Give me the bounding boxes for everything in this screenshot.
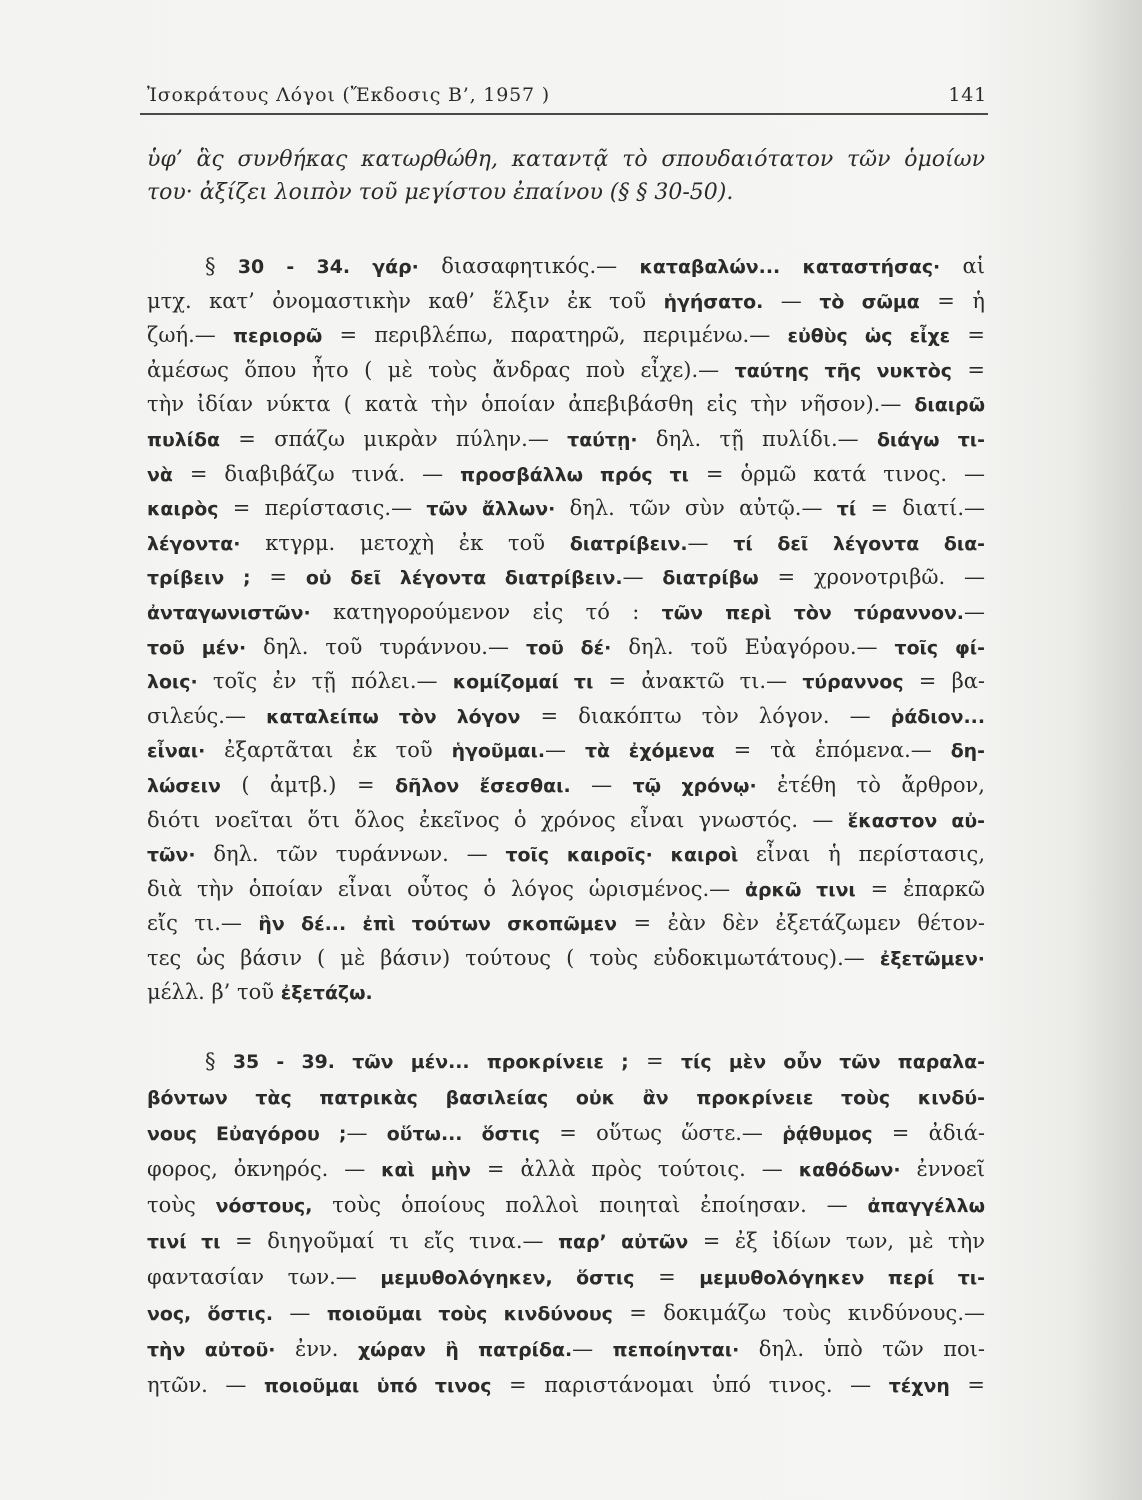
lemma-term: εἶναι·: [147, 740, 206, 763]
gloss-text: = ἐπαρκῶ: [855, 876, 985, 901]
lemma-term: νὰ: [147, 463, 173, 486]
lemma-term: ἀνταγωνιστῶν·: [147, 601, 311, 624]
gloss-text: ἐτέθη τὸ ἄρθρον,: [756, 772, 985, 797]
text-line: [147, 1259, 985, 1295]
text-line: [147, 284, 985, 319]
lemma-term: ἀπαγγέλλω: [867, 1195, 985, 1217]
lemma-term: τί: [836, 498, 857, 521]
lemma-term: παρ’ αὐτῶν: [558, 1231, 689, 1253]
text-line: [147, 560, 985, 595]
lemma-term: τὸ σῶμα: [819, 290, 920, 313]
gloss-text: =: [949, 1373, 985, 1397]
text-line: [147, 595, 985, 630]
text-line: [147, 768, 985, 803]
intro-paragraph: [147, 143, 985, 209]
text-line: [147, 1331, 985, 1367]
gloss-text: = παριστάνομαι ὑπό τινος. —: [491, 1373, 889, 1397]
lemma-term: πεποίηνται·: [612, 1339, 740, 1361]
text-line: [147, 1295, 985, 1331]
lemma-term: λώσειν: [147, 774, 221, 797]
gloss-text: ἐξαρτᾶται ἐκ τοῦ: [205, 738, 452, 763]
text-line: [147, 249, 985, 284]
lemma-term: περιορῶ: [233, 325, 323, 348]
lemma-term: ἐξετάζω.: [280, 982, 373, 1005]
text-line: [147, 491, 985, 526]
gloss-text: = ἀνακτῶ τι.—: [593, 669, 803, 694]
lemma-term: πυλίδα: [147, 428, 220, 451]
gloss-text: μέλλ. β’ τοῦ: [147, 980, 281, 1005]
lemma-term: τέχνη: [888, 1375, 950, 1397]
gloss-text: φορος, ὀκνηρός. —: [147, 1157, 382, 1181]
text-line: [147, 803, 985, 838]
gloss-text: κατηγορούμενον εἰς τό :: [310, 599, 662, 624]
gloss-text: = διακόπτω τὸν λόγον. —: [520, 703, 891, 728]
text-line: [147, 1079, 985, 1115]
lemma-term: οὕτω... ὅστις: [386, 1123, 540, 1145]
lemma-term: ταύτης τῆς νυκτὸς: [734, 359, 952, 382]
gloss-text: δηλ. τοῦ Εὐαγόρου.—: [611, 634, 895, 659]
lemma-term: ῥάδιον...: [890, 705, 986, 728]
text-line: [147, 664, 985, 699]
lemma-term: τὰ ἐχόμενα: [584, 740, 715, 763]
header-rule: [140, 113, 988, 115]
gloss-text: = σπάζω μικρὰν πύλην.—: [219, 426, 568, 451]
lemma-term: τρίβειν ;: [147, 567, 251, 590]
gloss-text: —: [687, 530, 734, 555]
gloss-text: διὰ τὴν ὁποίαν εἶναι οὗτος ὁ λόγος ὡρισμένος.—: [147, 876, 746, 901]
text-line: [147, 941, 985, 976]
commentary-section-30-34: [147, 249, 985, 1010]
page-number: 141: [948, 84, 987, 106]
lemma-term: διάγω τι-: [876, 428, 986, 451]
gloss-text: =: [634, 1265, 700, 1289]
lemma-term: τῶν περὶ τὸν τύραννον.: [661, 601, 964, 624]
gloss-text: δηλ. τοῦ τυράννου.—: [246, 634, 526, 659]
text-line: [147, 1151, 985, 1187]
gloss-text: ητῶν. —: [147, 1373, 264, 1397]
gloss-text: = ἀδιά-: [872, 1121, 986, 1145]
gloss-text: = διατί.—: [856, 496, 985, 521]
text-line: του· ἀξίζει λοιπὸν τοῦ μεγίστου ἐπαίνου (§ § 30-50).: [147, 180, 734, 205]
text-line: [147, 1187, 985, 1223]
text-line: [147, 1043, 985, 1079]
gloss-text: —: [622, 565, 663, 590]
lemma-term: ἡγήσατο.: [663, 290, 764, 313]
text-line: [147, 872, 985, 907]
gloss-text: §: [205, 254, 238, 278]
text-line: [147, 906, 985, 941]
gloss-text: = ἐξ ἰδίων των, μὲ τὴν: [688, 1229, 985, 1253]
lemma-term: τὴν αὐτοῦ·: [147, 1339, 276, 1361]
gloss-text: τοῖς ἐν τῇ πόλει.—: [197, 669, 453, 694]
text-line: [147, 422, 985, 457]
lemma-term: τοῖς καιροῖς· καιροὶ: [505, 844, 739, 867]
gloss-text: —: [273, 1301, 327, 1325]
gloss-text: ἐννοεῖ: [900, 1157, 985, 1181]
gloss-text: —: [763, 288, 820, 313]
lemma-term: ποιοῦμαι ὑπό τινος: [263, 1375, 492, 1397]
lemma-term: δῆλον ἔσεσθαι.: [395, 774, 571, 797]
gloss-text: διότι νοεῖται ὅτι ὅλος ἐκεῖνος ὁ χρόνος εἶναι γνωστός. —: [147, 807, 848, 832]
gloss-text: διασαφητικός.—: [418, 254, 640, 278]
gloss-text: = ὁρμῶ κατά τινος. —: [688, 461, 985, 486]
lemma-term: ἣν δέ... ἐπὶ τούτων σκοπῶμεν: [258, 913, 618, 936]
lemma-term: τῶν·: [147, 844, 196, 867]
gloss-text: ἀμέσως ὅπου ἦτο ( μὲ τοὺς ἄνδρας ποὺ εἶχε).—: [147, 357, 735, 382]
lemma-term: τύραννος: [802, 671, 904, 694]
gloss-text: μτχ. κατ’ ὀνομαστικὴν καθ’ ἕλξιν ἐκ τοῦ: [147, 288, 664, 313]
text-line: [147, 1115, 985, 1151]
text-line: [147, 387, 985, 422]
text-line: [147, 526, 985, 561]
gloss-text: = ἡ: [919, 288, 985, 313]
gloss-text: = περιβλέπω, παρατηρῶ, περιμένω.—: [322, 323, 788, 348]
lemma-term: ταύτῃ·: [567, 428, 638, 451]
gloss-text: = βα-: [903, 669, 985, 694]
gloss-text: ( ἀμτβ.) =: [220, 772, 396, 797]
lemma-term: χώραν ἢ πατρίδα.: [357, 1339, 573, 1361]
lemma-term: τῷ χρόνῳ·: [632, 774, 757, 797]
lemma-term: νους Εὐαγόρου ;: [147, 1123, 347, 1145]
lemma-term: τινί τι: [147, 1231, 221, 1253]
lemma-term: 30 - 34. γάρ·: [237, 256, 419, 278]
gloss-text: —: [346, 1121, 387, 1145]
gloss-text: δηλ. τῇ πυλίδι.—: [637, 426, 877, 451]
lemma-term: καιρὸς: [147, 498, 219, 521]
lemma-term: διατρίβω: [662, 567, 759, 590]
text-line: [147, 457, 985, 492]
gloss-text: τοὺς ὁποίους πολλοὶ ποιηταὶ ἐποίησαν. —: [312, 1193, 868, 1217]
lemma-term: ἡγοῦμαι.: [451, 740, 546, 763]
gloss-text: δηλ. τῶν τυράννων. —: [195, 842, 506, 867]
gloss-text: =: [951, 357, 985, 382]
lemma-term: ποιοῦμαι τοὺς κινδύνους: [326, 1303, 613, 1325]
gloss-text: εἴς τι.—: [147, 911, 259, 936]
lemma-term: νόστους,: [215, 1195, 313, 1217]
text-line: [147, 630, 985, 665]
lemma-term: ἐξετῶμεν·: [879, 947, 985, 970]
gloss-text: = δοκιμάζω τοὺς κινδύνους.—: [612, 1301, 985, 1325]
lemma-term: νος, ὅστις.: [147, 1303, 274, 1325]
gloss-text: = χρονοτριβῶ. —: [758, 565, 986, 590]
lemma-term: ἀρκῶ τινι: [745, 878, 856, 901]
gloss-text: —: [545, 738, 585, 763]
text-line: ὑφ’ ἃς συνθήκας κατωρθώθη, καταντᾷ τὸ σπουδαιότατον τῶν ὁμοίων: [147, 147, 985, 172]
lemma-term: μεμυθολόγηκεν περί τι-: [699, 1267, 985, 1289]
gloss-text: φαντασίαν των.—: [147, 1265, 381, 1289]
lemma-term: τοῦ μέν·: [147, 636, 247, 659]
gloss-text: = τὰ ἑπόμενα.—: [714, 738, 951, 763]
gloss-text: —: [964, 599, 985, 624]
commentary-section-35-39: [147, 1043, 985, 1403]
gloss-text: §: [205, 1049, 233, 1073]
gloss-text: δηλ. ὑπὸ τῶν ποι-: [739, 1337, 985, 1361]
lemma-term: 35 - 39. τῶν μέν... προκρίνειε ;: [232, 1051, 629, 1073]
text-line: [147, 1223, 985, 1259]
lemma-term: τί δεῖ λέγοντα δια-: [733, 532, 986, 555]
text-line: [147, 318, 985, 353]
gloss-text: ζωή.—: [147, 323, 234, 348]
gloss-text: —: [572, 1337, 613, 1361]
lemma-term: καὶ μὴν: [381, 1159, 471, 1181]
lemma-term: ἕκαστον αὐ-: [847, 809, 985, 832]
lemma-term: οὐ δεῖ λέγοντα διατρίβειν.: [305, 567, 623, 590]
text-line: [147, 353, 985, 388]
gloss-text: αἱ: [940, 254, 985, 278]
lemma-term: καθόδων·: [798, 1159, 901, 1181]
gloss-text: =: [628, 1049, 681, 1073]
lemma-term: προσβάλλω πρός τι: [460, 463, 689, 486]
gloss-text: = διηγοῦμαί τι εἴς τινα.—: [220, 1229, 559, 1253]
text-line: [147, 975, 985, 1010]
gloss-text: = διαβιβάζω τινά. —: [172, 461, 461, 486]
lemma-term: μεμυθολόγηκεν, ὅστις: [380, 1267, 635, 1289]
gloss-text: ἐνν.: [275, 1337, 358, 1361]
gloss-text: τες ὡς βάσιν ( μὲ βάσιν) τούτους ( τοὺς εὐδοκιμωτάτους).—: [147, 945, 880, 970]
lemma-term: τοῖς φί-: [894, 636, 985, 659]
gloss-text: = ἀλλὰ πρὸς τούτοις. —: [470, 1157, 799, 1181]
running-header: [147, 80, 987, 110]
lemma-term: τίς μὲν οὖν τῶν παραλα-: [680, 1051, 985, 1073]
text-line: [147, 1367, 985, 1403]
gloss-text: τοὺς: [147, 1193, 216, 1217]
lemma-term: βόντων τὰς πατρικὰς βασιλείας οὐκ ἂν προκρίνειε τοὺς κινδύ-: [147, 1087, 985, 1109]
running-title: Ἰσοκράτους Λόγοι (Ἔκδοσις Β’, 1957 ): [147, 84, 550, 106]
text-line: [147, 837, 985, 872]
text-line: [147, 699, 985, 734]
gloss-text: τὴν ἰδίαν νύκτα ( κατὰ τὴν ὁποίαν ἀπεβιβάσθη εἰς τὴν νῆσον).—: [147, 392, 915, 417]
gloss-text: εἶναι ἡ περίστασις,: [738, 842, 985, 867]
lemma-term: λοις·: [147, 671, 198, 694]
gloss-text: =: [950, 323, 985, 348]
lemma-term: κομίζομαί τι: [452, 671, 594, 694]
gloss-text: δηλ. τῶν σὺν αὐτῷ.—: [555, 496, 837, 521]
lemma-term: καταλείπω τὸν λόγον: [266, 705, 521, 728]
gloss-text: =: [250, 565, 306, 590]
lemma-term: ῥᾴθυμος: [782, 1123, 873, 1145]
gloss-text: = περίστασις.—: [218, 496, 427, 521]
lemma-term: τῶν ἄλλων·: [426, 498, 556, 521]
gloss-text: = οὕτως ὥστε.—: [539, 1121, 783, 1145]
lemma-term: λέγοντα·: [147, 532, 241, 555]
lemma-term: εὐθὺς ὡς εἶχε: [787, 325, 951, 348]
gloss-text: σιλεύς.—: [147, 703, 267, 728]
gloss-text: —: [570, 772, 633, 797]
gloss-text: κτγρμ. μετοχὴ ἐκ τοῦ: [240, 530, 570, 555]
lemma-term: τοῦ δέ·: [525, 636, 612, 659]
lemma-term: διαιρῶ: [914, 394, 985, 417]
lemma-term: δη-: [950, 740, 985, 763]
lemma-term: καταβαλών... καταστήσας·: [639, 256, 941, 278]
text-line: [147, 733, 985, 768]
gloss-text: = ἐὰν δὲν ἐξετάζωμεν θέτον-: [617, 911, 985, 936]
lemma-term: διατρίβειν.: [569, 532, 688, 555]
